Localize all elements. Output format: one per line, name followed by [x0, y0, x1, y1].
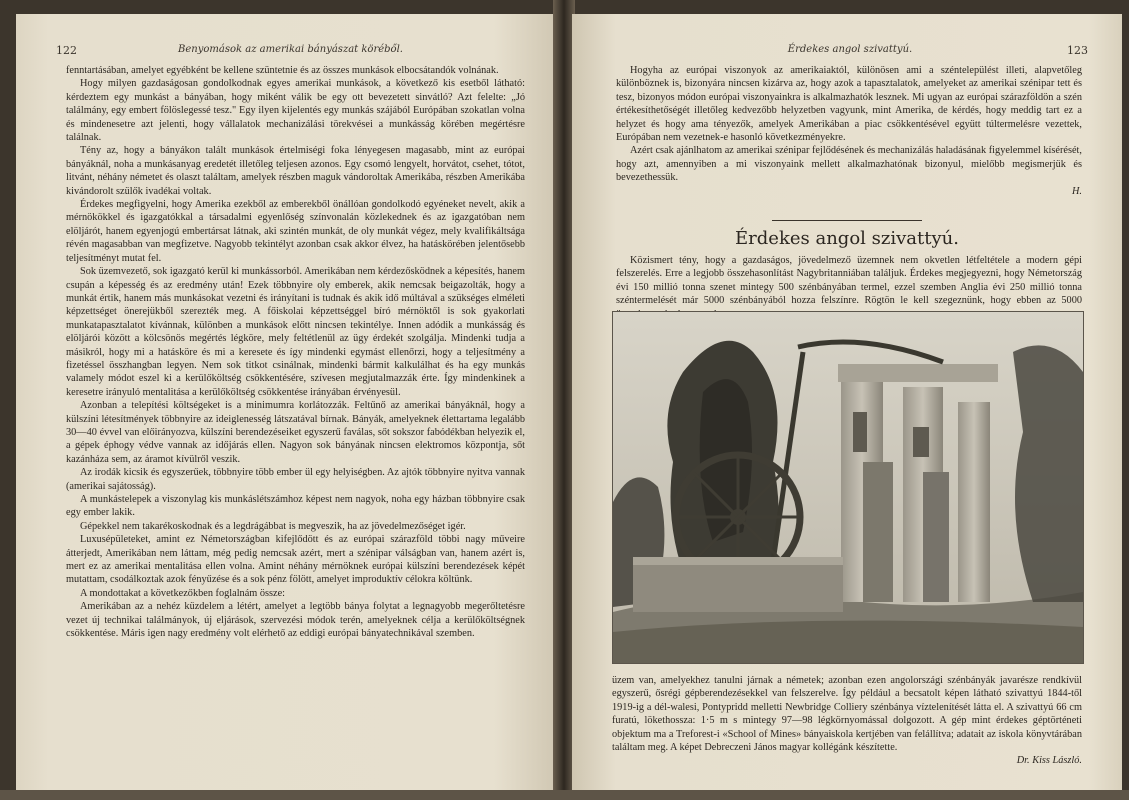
article-heading: Érdekes angol szivattyú.	[735, 228, 959, 249]
left-running-title: Benyomások az amerikai bányászat köréből.	[178, 44, 403, 55]
paragraph: Azért csak ajánlhatom az amerikai szénipar fejlődésének és mechanizálás haladásának figyelemmel kísérését, hogy azt, amennyiben a mi viszonyaink mellett alkalmazhatónak bizonyul, mielőbb megismerjük és bevezethessük.	[616, 145, 1082, 184]
paragraph: Az irodák kicsik és egyszerűek, többnyire több ember ül egy helyiségben. Az ajtók többnyire nyitva vannak (amerikai sajátosság).	[66, 467, 525, 492]
author-initial: H.	[1071, 185, 1082, 197]
article-body	[612, 674, 1082, 768]
paragraph: Hogy milyen gazdaságosan gondolkodnak egyes amerikai munkások, a következő kis esetből látható: kérdeztem egy munkást a bányában, hogy miként válik be egy ott bevezetett sinvátló? Azt felelte: „Jó találmány, egy embert fölöslegessé tesz." Egy ilyen kijelentés egy munkás szájából Európában szokatlan volna és mindenesetre azt jelenti, hogy vállalatok mechanizálási törekvései a munkásság körében megértésre találnak.	[66, 78, 525, 144]
author-signature: Dr. Kiss László.	[1016, 755, 1082, 767]
paragraph: Gépekkel nem takarékoskodnak és a legdrágábbat is megveszik, ha az jövedelmezőséget igér.	[80, 520, 466, 532]
paragraph: Sok üzemvezető, sok igazgató kerül ki munkássorból. Amerikában nem kérdezősködnek a képesítés, hanem csupán a képesség és az eredmény után! Ezek többnyire oly emberek, akik nemcsak beigazolták, hogy a munkát értik, hanem más munkásokat vezetni és irányítani is tudnak és akik idő múltával a szükséges elméleti képzettséget önerejükből szerezték meg. A főiskolai képzettséggel bíró mérnöktől is sok gyakorlati munkatapasztalatot kívánnak, különben a munkások előtt nincsen tekintélye. Innen adódik a munkásság és elöljárói között a kölcsönös megértés légköre, mely feltétlenül az ügy érdekét szolgálja. Mindenki tudja a másikról, hogy mi a hatásköre és mi a keresete és így mindenki egymást ellenőrzi, hogy a teljesítmény a fizetéssel összhangban legyen. Nem sok titkot csinálnak, mindenki bármit kalkulálhat és ha egy munkás valamely módot eszel ki a kerülőköltség csökkentésére, szívesen megjutalmazzák érte. Így mindenkinek a keresetre irányuló mentalitása a kerülőköltség csökkentése irányában érvényesül.	[66, 266, 525, 398]
left-page-number: 122	[56, 44, 77, 57]
paragraph: üzem van, amelyekhez tanulni járnak a németek; azonban ezen angolországi szénbányák javarésze rendkívül egyszerű, ősrégi gépberendezésekkel van felszerelve. Így például a becsatolt képen látható szivattyú 1844-től 1919-ig a dél-walesi, Pontypridd melletti Newbridge Colliery szénbánya víztelenítését látta el. A szivattyú 66 cm furatú, lökethossza: 1·5 m s mintegy 97—98 légkörnyomással dolgozott. A gép mint érdekes géptörténeti objektum ma a Treforest-i «School of Mines» bányaiskola kertjében van felállítva; adatait az iskola könyvtárában találtam meg. A képet Debreczeni János magyar kollégánk készítette.	[612, 675, 1082, 754]
paragraph: Luxusépületeket, amint ez Németországban kifejlődött és az európai szárazföld többi nagy műveire átterjedt, Amerikában nem láttam, még pedig nemcsak azért, mert a szénipar válságban van, hanem azért is, mert ez az amerikai mentalitása ellen volna. Amint néhány mérnöknek európai külszíni berendezések képét mutattam, csodálkoztak azok fényűzése és a sok pénz fölött, amelyet improduktív célokra költünk.	[66, 534, 525, 586]
paragraph: Tény az, hogy a bányákon talált munkások értelmiségi foka lényegesen magasabb, mint az európai bányáknál, noha a munkásanyag eredetét illetőleg teljesen azonos. Egy csomó lengyelt, horvátot, csehet, tótot, litvánt, néhány németet és olaszt találtam, amelyek részben maguk vándoroltak Amerikába, részben Amerikába kivándorolt szülők ivadékai voltak.	[66, 145, 525, 197]
right-page-number: 123	[1067, 44, 1088, 57]
right-running-head	[612, 44, 1088, 60]
paragraph: Érdekes megfigyelni, hogy Amerika ezekből az emberekből önállóan gondolkodó egyéneket nevelt, akik a mérnökökkel és igazgatókkal a társadalmi egyenlőség színvonalán közlekednek és az igazgatóban nem elöljárót, hanem egyenjogú embertársat látnak, aki szintén munkát, de oly munkát végez, mely kvalifikáltsága révén magasabban van megfizetve. Nagyobb tekintélyt azonban csak akkor élvez, ha hatáskörében jelentősebb teljesítményt mutat fel.	[66, 199, 525, 264]
paragraph: Hogyha az európai viszonyok az amerikaiaktól, különösen ami a széntelepülést illeti, alapvetőleg különböznek is, bizonyára nincsen kizárva az, hogy azok a tapasztalatok, amelyeket az amerikai szénipar tett és tesz, bizonyos módon európai viszonyainkra is alkalmazhatók lesznek. Mi ugyan az európai szárazföldön a szén értékesíthetőségét illetőleg kedvezőbb helyzetben vagyunk, mint Amerika, de kérdés, hogy meddig tart ez a helyzet és hogy ama tényezők, amelyek Amerikában a piac csökkentésével együtt túltermelésre vezettek, Európában nem vezetnek-e hasonló következményekre.	[616, 65, 1082, 144]
pump-photo	[612, 311, 1084, 664]
book-bottom-edge	[0, 790, 1129, 800]
paragraph: A mondottakat a következőkben foglalnám össze:	[80, 587, 286, 599]
right-running-title: Érdekes angol szivattyú.	[787, 44, 913, 55]
paragraph: A munkástelepek a viszonylag kis munkáslétszámhoz képest nem nagyok, noha egy házban többnyire csak egy ember lakik.	[66, 494, 525, 519]
left-page	[16, 14, 559, 800]
left-running-head	[56, 44, 525, 60]
section-divider	[772, 220, 922, 221]
paragraph: Azonban a telepítési költségeket is a minimumra korlátozzák. Feltűnő az amerikai bányáknál, hogy a külszíni létesítmények többnyire az ideiglenesség látszatával bírnak. Bányák, amelyeknek élettartama legalább 30—40 évvel van előirányozva, külszíni berendezéseiket egyszerű faválas, sőt sokszor fabódékban helyezik el, a gépek éphogy védve vannak az időjárás ellen. Nagyon sok bányának nincsen elektromos központja, sőt kazánháza sem, az áramot kívülről veszik.	[66, 400, 525, 465]
left-body-text	[66, 64, 525, 640]
paragraph: fenntartásában, amelyet egyébként be kellene szüntetnie és az összes munkások elbocsátandók volnának.	[66, 65, 499, 76]
right-page	[572, 14, 1122, 800]
paragraph: Amerikában az a nehéz küzdelem a létért, amelyet a legtöbb bánya folytat a legnagyobb megerőltetésre vezet új technikai találmányok, új eljárások, szervezési módok terén, amelyeknek célja a kerülőköltségnek csökkentése. Máris igen nagy eredmény volt elérhető az eddigi európai bányatechnikával szemben.	[66, 601, 525, 640]
paragraph: Közismert tény, hogy a gazdaságos, jövedelmező üzemnek nem okvetlen létfeltétele a modern gépi felszerelés. Erre a legjobb összehasonlítást Nagybritanniában találjuk. Érdekes megjegyezni, hogy Németország évi 150 millió tonna szenet mintegy 500 szénbányában termel, ezzel szemben Anglia évi 250 millió tonna széntermelését már 5000 szénbányából hozza felszínre. Rögtön le kell szegeznünk, hogy ebben az 5000	[616, 255, 1082, 307]
right-top-text	[616, 64, 1082, 198]
